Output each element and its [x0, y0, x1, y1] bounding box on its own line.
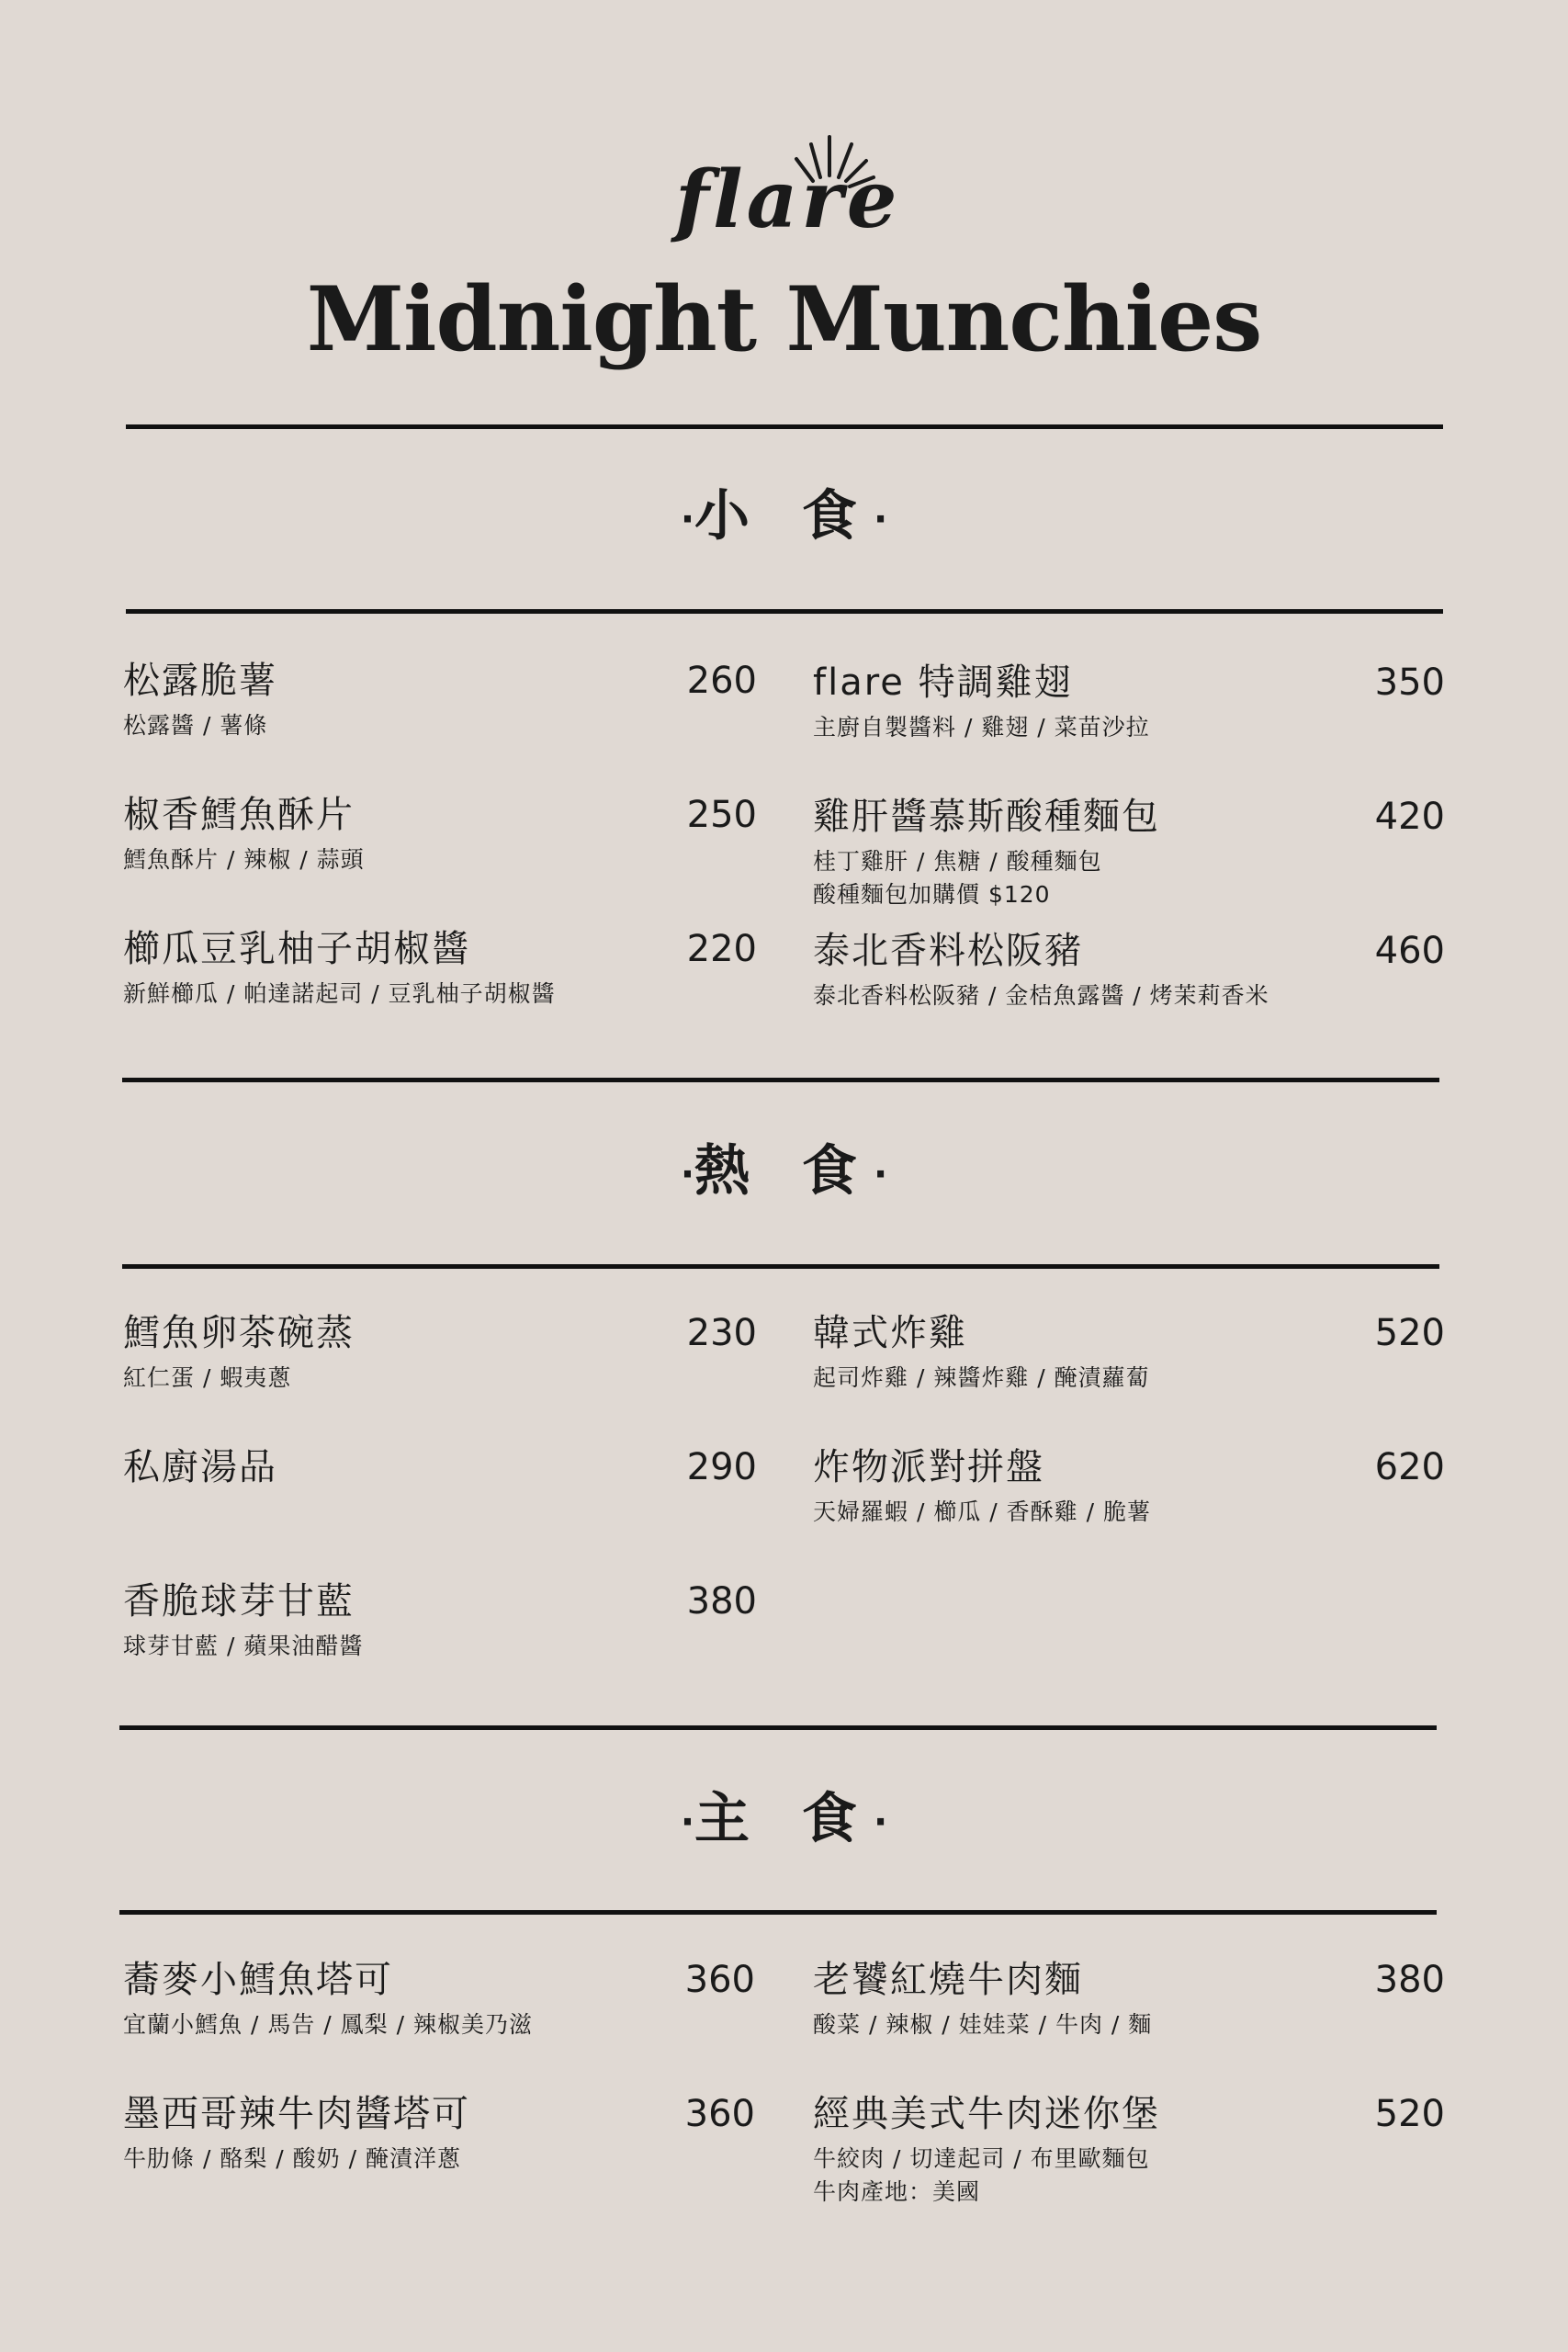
item-desc: 松露醬 / 薯條: [123, 712, 268, 739]
menu-item: [813, 2093, 1445, 2210]
menu-item: [813, 796, 1445, 912]
logo-text: flare: [675, 153, 901, 246]
item-desc: 牛肋條 / 酪梨 / 酸奶 / 醃漬洋蔥: [123, 2145, 461, 2172]
item-price: 620: [1374, 1446, 1445, 1488]
item-price: 520: [1374, 2093, 1445, 2135]
item-desc: 新鮮櫛瓜 / 帕達諾起司 / 豆乳柚子胡椒醬: [123, 980, 556, 1007]
item-name: 松露脆薯: [123, 660, 277, 702]
menu-item: [123, 660, 757, 742]
item-name: 老饕紅燒牛肉麵: [813, 1959, 1083, 2001]
item-name: 雞肝醬慕斯酸種麵包: [813, 796, 1160, 838]
divider: [119, 1910, 1437, 1915]
item-desc: 起司炸雞 / 辣醬炸雞 / 醃漬蘿蔔: [813, 1364, 1150, 1391]
item-name: 蕎麥小鱈魚塔可: [123, 1959, 393, 2001]
item-name: 韓式炸雞: [813, 1312, 967, 1354]
item-desc: 宜蘭小鱈魚 / 馬告 / 鳳梨 / 辣椒美乃滋: [123, 2011, 533, 2038]
item-name: 墨西哥辣牛肉醬塔可: [123, 2093, 470, 2135]
section-title-mains: ·主 食·: [680, 1787, 888, 1851]
item-desc: 主廚自製醬料 / 雞翅 / 菜苗沙拉: [813, 714, 1150, 741]
item-price: 250: [686, 794, 757, 836]
item-desc-line: 牛絞肉 / 切達起司 / 布里歐麵包: [813, 2145, 1150, 2172]
menu-item: [123, 1312, 757, 1395]
item-desc: [813, 2143, 1445, 2210]
menu-item: [813, 930, 1445, 1012]
item-desc: 天婦羅蝦 / 櫛瓜 / 香酥雞 / 脆薯: [813, 1498, 1151, 1525]
item-price: 360: [684, 1959, 755, 2001]
divider: [119, 1725, 1437, 1730]
menu-item: [813, 1446, 1445, 1529]
menu-item: [123, 1959, 755, 2041]
item-price: 520: [1374, 1312, 1445, 1354]
item-price: 350: [1374, 662, 1445, 704]
menu-item: [123, 928, 757, 1011]
item-desc: 球芽甘藍 / 蘋果油醋醬: [123, 1633, 364, 1659]
menu-item: [813, 1959, 1445, 2041]
item-name: 私廚湯品: [123, 1446, 277, 1488]
item-price: 290: [686, 1446, 757, 1488]
divider: [126, 424, 1443, 429]
menu-item: [123, 794, 757, 876]
brand-logo: [675, 124, 901, 253]
item-name: 泰北香料松阪豬: [813, 930, 1083, 972]
divider: [122, 1264, 1439, 1269]
page-title: Midnight Munchies: [306, 267, 1262, 371]
item-name: flare 特調雞翅: [813, 662, 1073, 704]
menu-item: [813, 1312, 1445, 1395]
item-price: 260: [686, 660, 757, 702]
divider: [126, 609, 1443, 614]
item-name: 香脆球芽甘藍: [123, 1580, 355, 1623]
item-desc-line: 酸種麵包加購價 $120: [813, 881, 1051, 909]
item-price: 420: [1374, 796, 1445, 838]
item-desc-line: 牛肉產地：美國: [813, 2178, 981, 2206]
item-price: 380: [686, 1580, 757, 1623]
item-desc-line: 桂丁雞肝 / 焦糖 / 酸種麵包: [813, 848, 1102, 875]
item-name: 炸物派對拼盤: [813, 1446, 1044, 1488]
item-name: 鱈魚卵茶碗蒸: [123, 1312, 355, 1354]
item-desc: [813, 845, 1445, 912]
item-price: 230: [686, 1312, 757, 1354]
item-desc: 酸菜 / 辣椒 / 娃娃菜 / 牛肉 / 麵: [813, 2011, 1153, 2038]
item-price: 380: [1374, 1959, 1445, 2001]
item-price: 360: [684, 2093, 755, 2135]
item-desc: 紅仁蛋 / 蝦夷蔥: [123, 1364, 292, 1391]
menu-item: [123, 1580, 757, 1663]
menu-item: [123, 2093, 755, 2176]
divider: [122, 1078, 1439, 1082]
section-title-snacks: ·小 食·: [680, 484, 888, 548]
item-price: 460: [1374, 930, 1445, 972]
item-price: 220: [686, 928, 757, 970]
menu-item: [123, 1446, 757, 1488]
item-name: 經典美式牛肉迷你堡: [813, 2093, 1160, 2135]
item-name: 櫛瓜豆乳柚子胡椒醬: [123, 928, 470, 970]
item-desc: 泰北香料松阪豬 / 金桔魚露醬 / 烤茉莉香米: [813, 982, 1269, 1009]
item-name: 椒香鱈魚酥片: [123, 794, 355, 836]
menu-item: [813, 662, 1445, 744]
item-desc: 鱈魚酥片 / 辣椒 / 蒜頭: [123, 846, 365, 873]
section-title-hot-food: ·熱 食·: [680, 1139, 888, 1204]
